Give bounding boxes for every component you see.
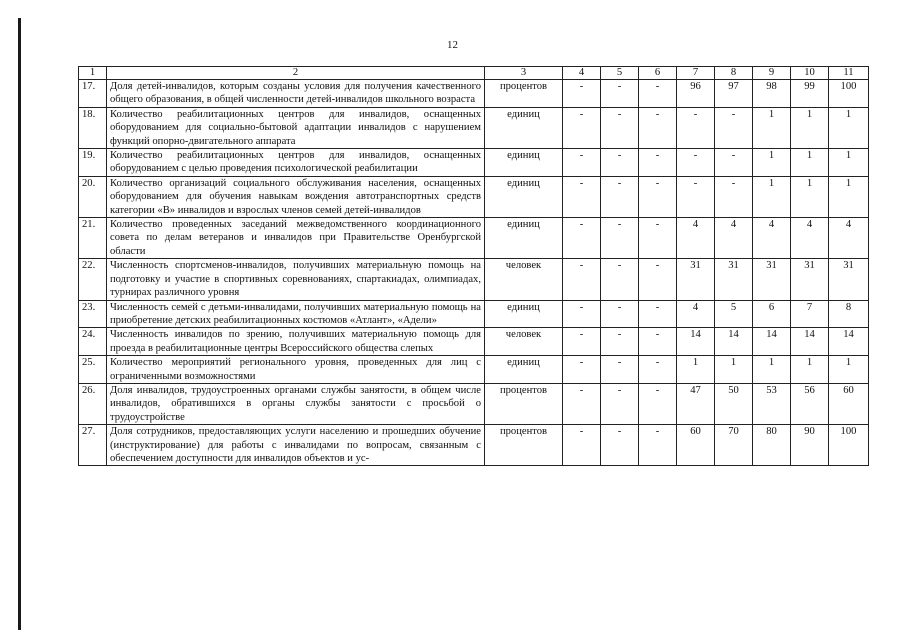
indicator-value: 31 [791, 259, 829, 300]
column-number: 11 [829, 67, 869, 80]
unit-of-measure: единиц [485, 176, 563, 217]
indicator-value: 60 [829, 383, 869, 424]
indicator-value: - [639, 80, 677, 108]
indicator-value: - [563, 300, 601, 328]
unit-of-measure: единиц [485, 356, 563, 384]
indicator-value: 1 [829, 149, 869, 177]
indicator-value: - [563, 107, 601, 148]
row-number: 17. [79, 80, 107, 108]
indicator-value: 1 [829, 107, 869, 148]
unit-of-measure: единиц [485, 300, 563, 328]
column-number: 6 [639, 67, 677, 80]
indicator-value: 99 [791, 80, 829, 108]
indicator-value: - [563, 383, 601, 424]
indicator-value: 70 [715, 425, 753, 466]
table-row [79, 107, 869, 148]
indicator-value: 4 [677, 300, 715, 328]
indicator-value: - [563, 425, 601, 466]
binding-edge [18, 18, 21, 630]
indicator-value: - [563, 149, 601, 177]
indicator-value: - [639, 425, 677, 466]
indicator-value: 100 [829, 425, 869, 466]
table-row [79, 356, 869, 384]
row-number: 21. [79, 218, 107, 259]
indicator-value: 14 [791, 328, 829, 356]
indicator-value: 1 [829, 356, 869, 384]
indicator-value: 7 [791, 300, 829, 328]
indicator-value: 1 [829, 176, 869, 217]
page-number: 12 [447, 39, 458, 51]
indicator-value: 14 [753, 328, 791, 356]
indicator-value: - [639, 149, 677, 177]
indicator-value: - [639, 107, 677, 148]
row-number: 26. [79, 383, 107, 424]
unit-of-measure: единиц [485, 149, 563, 177]
unit-of-measure: человек [485, 328, 563, 356]
indicator-value: 4 [829, 218, 869, 259]
indicator-value: - [563, 328, 601, 356]
indicator-value: 14 [715, 328, 753, 356]
indicator-value: 100 [829, 80, 869, 108]
indicator-value: 96 [677, 80, 715, 108]
table-row [79, 80, 869, 108]
row-number: 25. [79, 356, 107, 384]
indicator-value: 31 [715, 259, 753, 300]
indicator-description: Количество мероприятий регионального уровня, проведенных для лиц с ограниченными возможностями [107, 356, 485, 384]
indicator-value: 8 [829, 300, 869, 328]
indicator-value: - [601, 328, 639, 356]
indicator-description: Доля сотрудников, предоставляющих услуги населению и прошедших обучение (инструктирование) для работы с инвалидами по вопросам, связанным с обеспечением доступности для инвалидов объектов и ус- [107, 425, 485, 466]
column-number: 10 [791, 67, 829, 80]
unit-of-measure: единиц [485, 218, 563, 259]
indicator-description: Доля инвалидов, трудоустроенных органами службы занятости, в общем числе инвалидов, обратившихся в органы службы занятости с просьбой о трудоустройстве [107, 383, 485, 424]
indicator-value: 56 [791, 383, 829, 424]
unit-of-measure: человек [485, 259, 563, 300]
indicator-value: - [601, 149, 639, 177]
indicator-value: 1 [791, 176, 829, 217]
indicator-value: 1 [715, 356, 753, 384]
column-number: 4 [563, 67, 601, 80]
column-number: 9 [753, 67, 791, 80]
column-number: 1 [79, 67, 107, 80]
indicator-value: 14 [829, 328, 869, 356]
column-number: 3 [485, 67, 563, 80]
table-row [79, 176, 869, 217]
indicator-value: 1 [753, 356, 791, 384]
indicator-value: 4 [753, 218, 791, 259]
row-number: 18. [79, 107, 107, 148]
column-number: 5 [601, 67, 639, 80]
indicator-value: - [601, 356, 639, 384]
indicator-description: Количество реабилитационных центров для инвалидов, оснащенных оборудованием для социально-бытовой адаптации инвалидов с нарушением функций опорно-двигательного аппарата [107, 107, 485, 148]
column-number-row [79, 67, 869, 80]
indicator-value: - [601, 176, 639, 217]
indicator-description: Численность семей с детьми-инвалидами, получивших материальную помощь на приобретение детских реабилитационных костюмов «Атлант», «Адели» [107, 300, 485, 328]
unit-of-measure: единиц [485, 107, 563, 148]
indicator-value: - [563, 356, 601, 384]
indicator-value: - [639, 383, 677, 424]
indicator-value: - [563, 176, 601, 217]
column-number: 7 [677, 67, 715, 80]
table-row [79, 425, 869, 466]
indicator-value: 1 [791, 149, 829, 177]
indicator-value: - [601, 80, 639, 108]
indicator-value: - [677, 149, 715, 177]
row-number: 24. [79, 328, 107, 356]
indicator-value: - [563, 218, 601, 259]
indicator-value: - [639, 356, 677, 384]
indicator-value: - [639, 328, 677, 356]
indicator-description: Количество реабилитационных центров для инвалидов, оснащенных оборудованием с целью проведения психологической реабилитации [107, 149, 485, 177]
indicator-value: 4 [791, 218, 829, 259]
indicator-value: 98 [753, 80, 791, 108]
indicator-value: 4 [677, 218, 715, 259]
table-row [79, 383, 869, 424]
row-number: 19. [79, 149, 107, 177]
indicator-value: 1 [791, 107, 829, 148]
indicator-value: - [563, 259, 601, 300]
row-number: 27. [79, 425, 107, 466]
table-row [79, 218, 869, 259]
indicator-value: 97 [715, 80, 753, 108]
indicator-value: 31 [753, 259, 791, 300]
indicator-value: - [563, 80, 601, 108]
column-number: 8 [715, 67, 753, 80]
indicator-value: - [639, 218, 677, 259]
indicator-description: Количество проведенных заседаний межведомственного координационного совета по делам ветеранов и инвалидов при Правительстве Оренбургской области [107, 218, 485, 259]
indicator-value: 60 [677, 425, 715, 466]
indicator-value: - [639, 176, 677, 217]
indicator-value: 31 [829, 259, 869, 300]
indicator-value: 31 [677, 259, 715, 300]
indicator-value: - [601, 107, 639, 148]
indicator-value: - [601, 383, 639, 424]
indicator-value: - [715, 149, 753, 177]
indicator-value: - [601, 218, 639, 259]
indicator-value: 50 [715, 383, 753, 424]
indicator-value: 53 [753, 383, 791, 424]
indicator-value: - [639, 259, 677, 300]
row-number: 23. [79, 300, 107, 328]
indicator-description: Численность инвалидов по зрению, получивших материальную помощь для проезда в реабилитационные центры Всероссийского общества слепых [107, 328, 485, 356]
indicator-value: - [601, 300, 639, 328]
indicator-value: - [715, 107, 753, 148]
indicator-value: 1 [791, 356, 829, 384]
column-number: 2 [107, 67, 485, 80]
table-row [79, 328, 869, 356]
indicator-value: 90 [791, 425, 829, 466]
indicator-value: 80 [753, 425, 791, 466]
indicator-description: Доля детей-инвалидов, которым созданы условия для получения качественного общего образования, в общей численности детей-инвалидов школьного возраста [107, 80, 485, 108]
indicator-value: 4 [715, 218, 753, 259]
indicator-description: Численность спортсменов-инвалидов, получивших материальную помощь на подготовку и участие в спортивных соревнованиях, спартакиадах, олимпиадах, турнирах различного уровня [107, 259, 485, 300]
indicator-value: 1 [753, 176, 791, 217]
indicator-value: 1 [677, 356, 715, 384]
table-row [79, 259, 869, 300]
indicator-value: - [601, 259, 639, 300]
indicator-value: 1 [753, 149, 791, 177]
indicator-value: - [601, 425, 639, 466]
row-number: 22. [79, 259, 107, 300]
unit-of-measure: процентов [485, 425, 563, 466]
indicator-description: Количество организаций социального обслуживания населения, оснащенных оборудованием для обучения навыкам вождения автотранспортных средств категории «В» инвалидов и взрослых членов семей детей-инвалидов [107, 176, 485, 217]
indicator-value: 1 [753, 107, 791, 148]
indicator-value: - [677, 176, 715, 217]
row-number: 20. [79, 176, 107, 217]
unit-of-measure: процентов [485, 383, 563, 424]
table-row [79, 300, 869, 328]
unit-of-measure: процентов [485, 80, 563, 108]
indicators-table [78, 66, 869, 466]
indicator-value: 5 [715, 300, 753, 328]
indicator-value: 14 [677, 328, 715, 356]
table-row [79, 149, 869, 177]
indicator-value: 6 [753, 300, 791, 328]
indicator-value: - [715, 176, 753, 217]
indicator-value: - [677, 107, 715, 148]
indicator-value: 47 [677, 383, 715, 424]
indicator-value: - [639, 300, 677, 328]
